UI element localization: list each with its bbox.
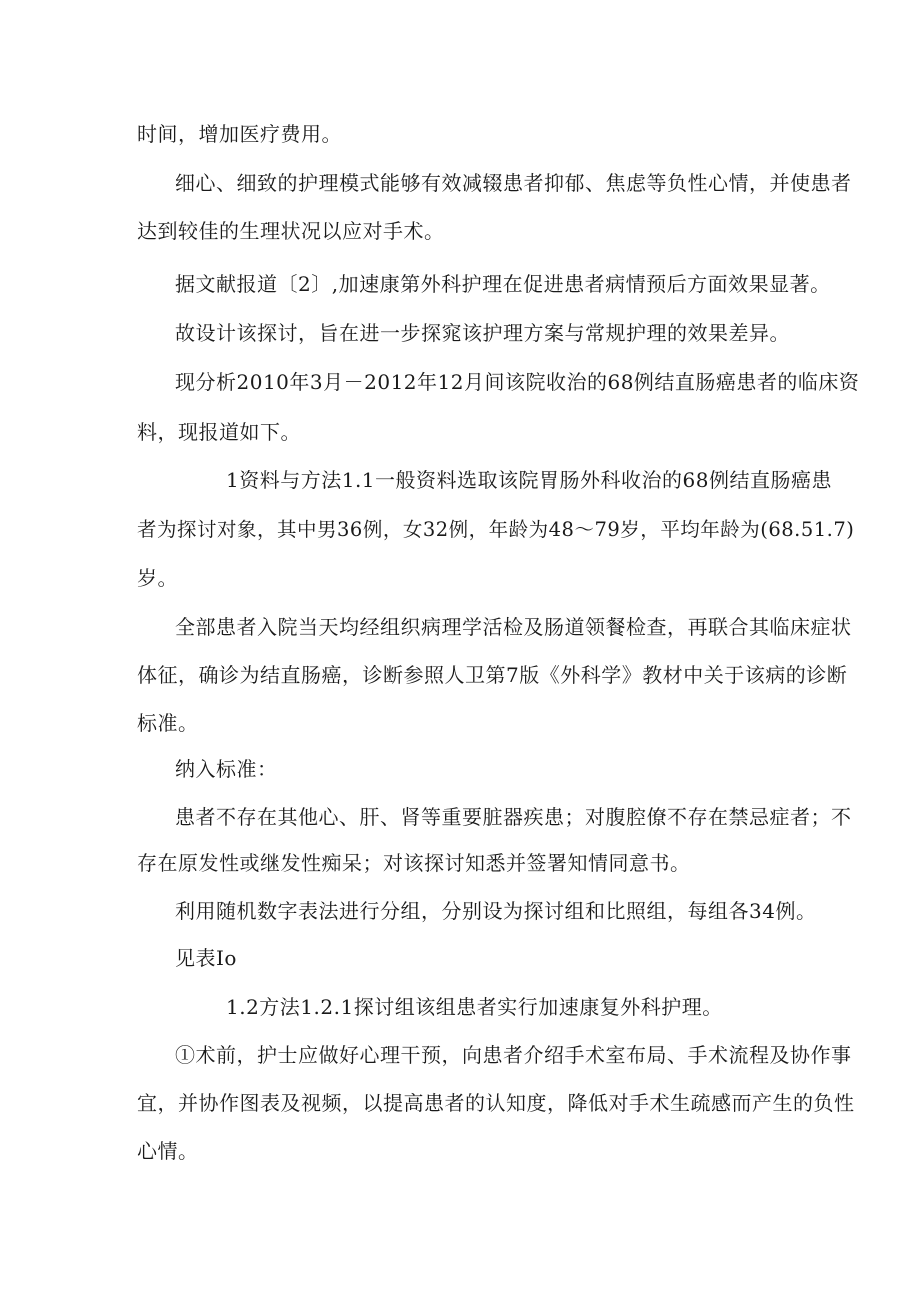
- text-line: 心情。: [137, 1139, 199, 1163]
- text-line: 岁。: [137, 566, 178, 590]
- text-line: ①术前，护士应做好心理干预，向患者介绍手术室布局、手术流程及协作事: [175, 1043, 852, 1067]
- text-line: 时间，增加医疗费用。: [137, 122, 342, 146]
- text-line: 达到较佳的生理状况以应对手术。: [137, 219, 445, 243]
- text-line: 见表Io: [175, 946, 237, 970]
- text-line: 全部患者入院当天均经组织病理学活检及肠道领餐检查，再联合其临床症状: [175, 615, 852, 639]
- text-line: 料，现报道如下。: [137, 420, 301, 444]
- text-line: 据文献报道〔2〕,加速康第外科护理在促进患者病情预后方面效果显著。: [175, 272, 831, 296]
- text-line: 利用随机数字表法进行分组，分别设为探讨组和比照组，每组各34例。: [175, 899, 817, 923]
- text-line: 标准。: [137, 711, 199, 735]
- text-line: 者为探讨对象，其中男36例，女32例，年龄为48～79岁，平均年龄为(68.51.7): [137, 518, 855, 541]
- text-line: 患者不存在其他心、肝、肾等重要脏器疾患；对腹腔僚不存在禁忌症者；不: [175, 805, 852, 829]
- text-line: 细心、细致的护理模式能够有效减辍患者抑郁、焦虑等负性心情，并使患者: [175, 171, 852, 195]
- text-line: 故设计该探讨，旨在进一步探窕该护理方案与常规护理的效果差异。: [175, 321, 790, 345]
- text-line: 体征，确诊为结直肠癌，诊断参照人卫第7版《外科学》教材中关于该病的诊断: [137, 663, 848, 687]
- text-line: 1.2方法1.2.1探讨组该组患者实行加速康复外科护理。: [226, 995, 723, 1019]
- text-line: 纳入标准：: [175, 757, 278, 781]
- text-line: 存在原发性或继发性痴呆；对该探讨知悉并签署知情同意书。: [137, 851, 691, 875]
- text-line: 现分析2010年3月－2012年12月间该院收治的68例结直肠癌患者的临床资: [175, 370, 860, 394]
- text-line: 1资料与方法1.1一般资料选取该院胃肠外科收治的68例结直肠癌患: [226, 468, 832, 492]
- text-line: 宜，并协作图表及视频，以提高患者的认知度，降低对手术生疏感而产生的负性: [137, 1091, 855, 1115]
